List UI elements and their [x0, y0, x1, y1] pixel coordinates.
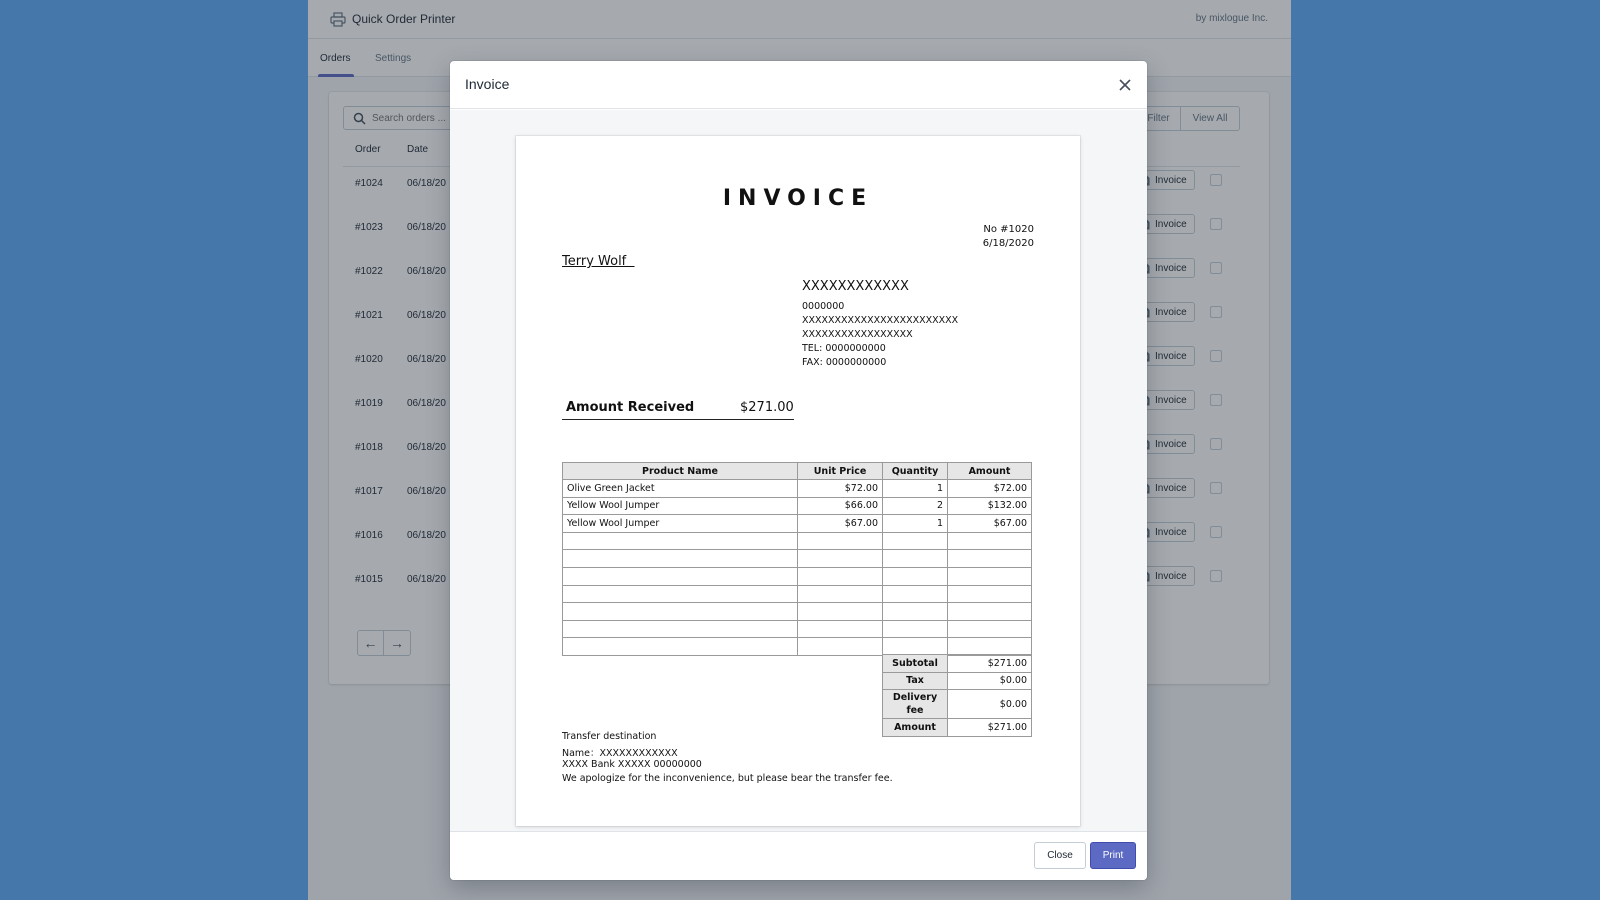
order-date: 06/18/20 — [407, 178, 446, 189]
quantity-cell: 1 — [883, 480, 948, 498]
column-header-unit-price: Unit Price — [798, 463, 883, 480]
invoice-button-label: Invoice — [1155, 439, 1187, 450]
modal-title: Invoice — [465, 76, 510, 92]
unit-price-cell: $66.00 — [798, 497, 883, 515]
invoice-preview-area[interactable] — [450, 110, 1147, 831]
next-page-button[interactable]: → — [390, 635, 404, 651]
invoice-button-label: Invoice — [1155, 175, 1187, 186]
amount-cell: $132.00 — [948, 497, 1032, 515]
order-number[interactable]: #1020 — [355, 354, 383, 365]
empty-line-item-row — [563, 603, 1032, 621]
order-number[interactable]: #1024 — [355, 178, 383, 189]
empty-line-item-row — [563, 638, 1032, 656]
amount-received-value: $271.00 — [740, 400, 794, 415]
customer-name: Terry Wolf — [562, 254, 635, 269]
empty-line-item-row — [563, 550, 1032, 568]
tab-settings[interactable]: Settings — [375, 53, 412, 64]
vendor-credit: by mixlogue Inc. — [1195, 13, 1268, 24]
totals-label: Subtotal — [883, 655, 948, 673]
column-header-quantity: Quantity — [883, 463, 948, 480]
order-number[interactable]: #1017 — [355, 486, 383, 497]
totals-label: Delivery fee — [883, 690, 948, 719]
column-header-product-name: Product Name — [563, 463, 798, 480]
line-item-row — [563, 480, 1032, 498]
unit-price-cell: $67.00 — [798, 515, 883, 533]
unit-price-cell: $72.00 — [798, 480, 883, 498]
order-date: 06/18/20 — [407, 310, 446, 321]
totals-table — [882, 654, 1032, 737]
invoice-button-label: Invoice — [1155, 527, 1187, 538]
order-number[interactable]: #1015 — [355, 574, 383, 585]
order-date: 06/18/20 — [407, 530, 446, 541]
order-number[interactable]: #1016 — [355, 530, 383, 541]
quantity-cell: 1 — [883, 515, 948, 533]
amount-received-label: Amount Received — [566, 400, 695, 415]
totals-value: $271.00 — [948, 655, 1032, 673]
invoice-button-label: Invoice — [1155, 395, 1187, 406]
invoice-button-label: Invoice — [1155, 483, 1187, 494]
company-fax: FAX: 0000000000 — [802, 357, 887, 368]
totals-label: Amount — [883, 719, 948, 737]
line-item-row — [563, 497, 1032, 515]
company-tel: TEL: 0000000000 — [802, 343, 886, 354]
order-date: 06/18/20 — [407, 442, 446, 453]
amount-cell: $72.00 — [948, 480, 1032, 498]
order-number[interactable]: #1021 — [355, 310, 383, 321]
column-header-amount: Amount — [948, 463, 1032, 480]
print-button[interactable]: Print — [1090, 842, 1136, 869]
empty-line-item-row — [563, 585, 1032, 603]
empty-line-item-row — [563, 567, 1032, 585]
product-name-cell: Yellow Wool Jumper — [563, 515, 798, 533]
order-date: 06/18/20 — [407, 266, 446, 277]
quantity-cell: 2 — [883, 497, 948, 515]
order-date: 06/18/20 — [407, 354, 446, 365]
company-address-2: XXXXXXXXXXXXXXXXX — [802, 329, 913, 340]
invoice-button-label: Invoice — [1155, 351, 1187, 362]
line-items-table — [562, 462, 1032, 656]
totals-row — [883, 719, 1032, 737]
totals-value: $0.00 — [948, 672, 1032, 690]
order-number[interactable]: #1023 — [355, 222, 383, 233]
invoice-modal — [450, 61, 1147, 880]
product-name-cell: Yellow Wool Jumper — [563, 497, 798, 515]
transfer-note: We apologize for the inconvenience, but please bear the transfer fee. — [562, 773, 893, 784]
order-number[interactable]: #1018 — [355, 442, 383, 453]
view-all-button[interactable]: View All — [1180, 106, 1240, 131]
invoice-date: 6/18/2020 — [982, 238, 1034, 249]
empty-line-item-row — [563, 532, 1032, 550]
close-icon[interactable] — [1113, 73, 1137, 97]
column-header-date[interactable]: Date — [407, 144, 429, 155]
invoice-button-label: Invoice — [1155, 307, 1187, 318]
invoice-button-label: Invoice — [1155, 263, 1187, 274]
order-date: 06/18/20 — [407, 222, 446, 233]
totals-value: $0.00 — [948, 690, 1032, 719]
transfer-name: Name：XXXXXXXXXXXX — [562, 748, 678, 759]
tab-orders[interactable]: Orders — [320, 53, 351, 64]
previous-page-button[interactable]: ← — [358, 631, 384, 655]
invoice-button-label: Invoice — [1155, 219, 1187, 230]
totals-row — [883, 690, 1032, 719]
close-button[interactable]: Close — [1034, 842, 1086, 869]
line-item-row — [563, 515, 1032, 533]
modal-header — [450, 61, 1147, 109]
product-name-cell: Olive Green Jacket — [563, 480, 798, 498]
order-date: 06/18/20 — [407, 398, 446, 409]
modal-footer — [450, 831, 1147, 880]
app-title: Quick Order Printer — [352, 12, 456, 26]
invoice-number: No #1020 — [983, 224, 1034, 235]
invoice-button-label: Invoice — [1155, 571, 1187, 582]
order-date: 06/18/20 — [407, 486, 446, 497]
filter-button[interactable]: Filter — [1136, 106, 1181, 131]
totals-label: Tax — [883, 672, 948, 690]
transfer-heading: Transfer destination — [562, 731, 657, 742]
order-number[interactable]: #1022 — [355, 266, 383, 277]
totals-row — [883, 655, 1032, 673]
company-name: XXXXXXXXXXXX — [802, 279, 909, 294]
company-postal: 0000000 — [802, 301, 845, 312]
order-date: 06/18/20 — [407, 574, 446, 585]
transfer-bank: XXXX Bank XXXXX 00000000 — [562, 759, 702, 770]
company-address-1: XXXXXXXXXXXXXXXXXXXXXXXX — [802, 315, 959, 326]
totals-row — [883, 672, 1032, 690]
empty-line-item-row — [563, 620, 1032, 638]
invoice-paper — [516, 136, 1080, 826]
amount-underline — [562, 419, 794, 420]
column-header-order[interactable]: Order — [355, 144, 381, 155]
amount-cell: $67.00 — [948, 515, 1032, 533]
order-number[interactable]: #1019 — [355, 398, 383, 409]
invoice-heading: INVOICE — [722, 186, 874, 211]
totals-value: $271.00 — [948, 719, 1032, 737]
